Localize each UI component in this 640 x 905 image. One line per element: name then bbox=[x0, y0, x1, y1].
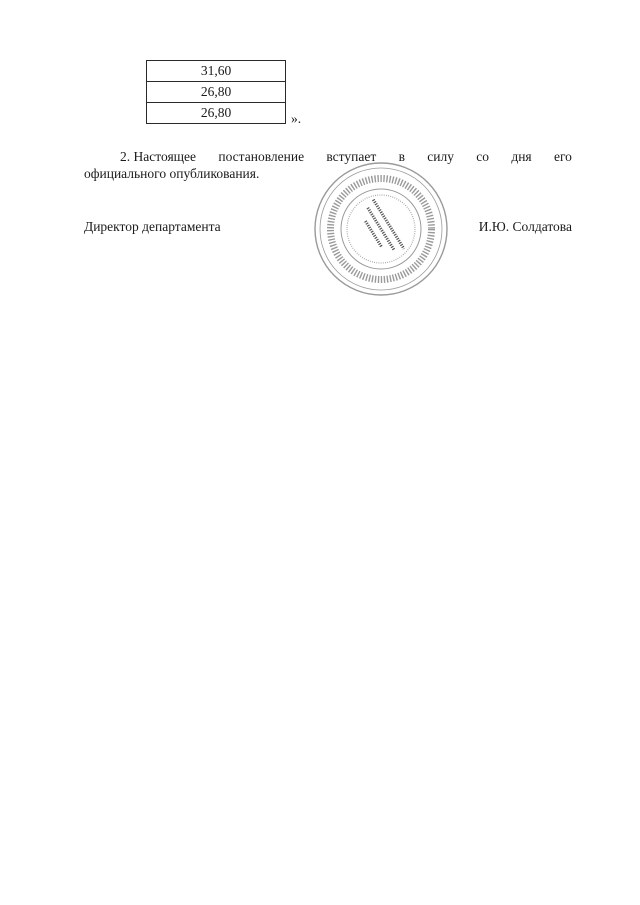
paragraph-word: в bbox=[398, 149, 405, 164]
table-cell: 31,60 bbox=[147, 61, 286, 82]
paragraph-word: его bbox=[553, 149, 572, 164]
paragraph-word: со bbox=[476, 149, 490, 164]
table-cell: 26,80 bbox=[147, 82, 286, 103]
paragraph-word: силу bbox=[427, 149, 454, 164]
signer-name: И.Ю. Солдатова bbox=[478, 219, 572, 234]
table-cell: 26,80 bbox=[147, 103, 286, 124]
paragraph-word: дня bbox=[511, 149, 532, 164]
paragraph-word: вступает bbox=[326, 149, 377, 164]
seal-center-text bbox=[358, 200, 404, 259]
paragraph-line-2: официального опубликования. bbox=[84, 166, 260, 181]
values-table bbox=[146, 60, 286, 124]
table-row bbox=[147, 61, 286, 82]
table-row bbox=[147, 82, 286, 103]
paragraph-word: постановление bbox=[218, 149, 305, 164]
paragraph-word: 2. Настоящее bbox=[120, 149, 197, 164]
official-seal-stamp bbox=[312, 160, 450, 298]
closing-quote: ». bbox=[291, 111, 302, 126]
table-row bbox=[147, 103, 286, 124]
signer-title: Директор департамента bbox=[84, 219, 221, 234]
